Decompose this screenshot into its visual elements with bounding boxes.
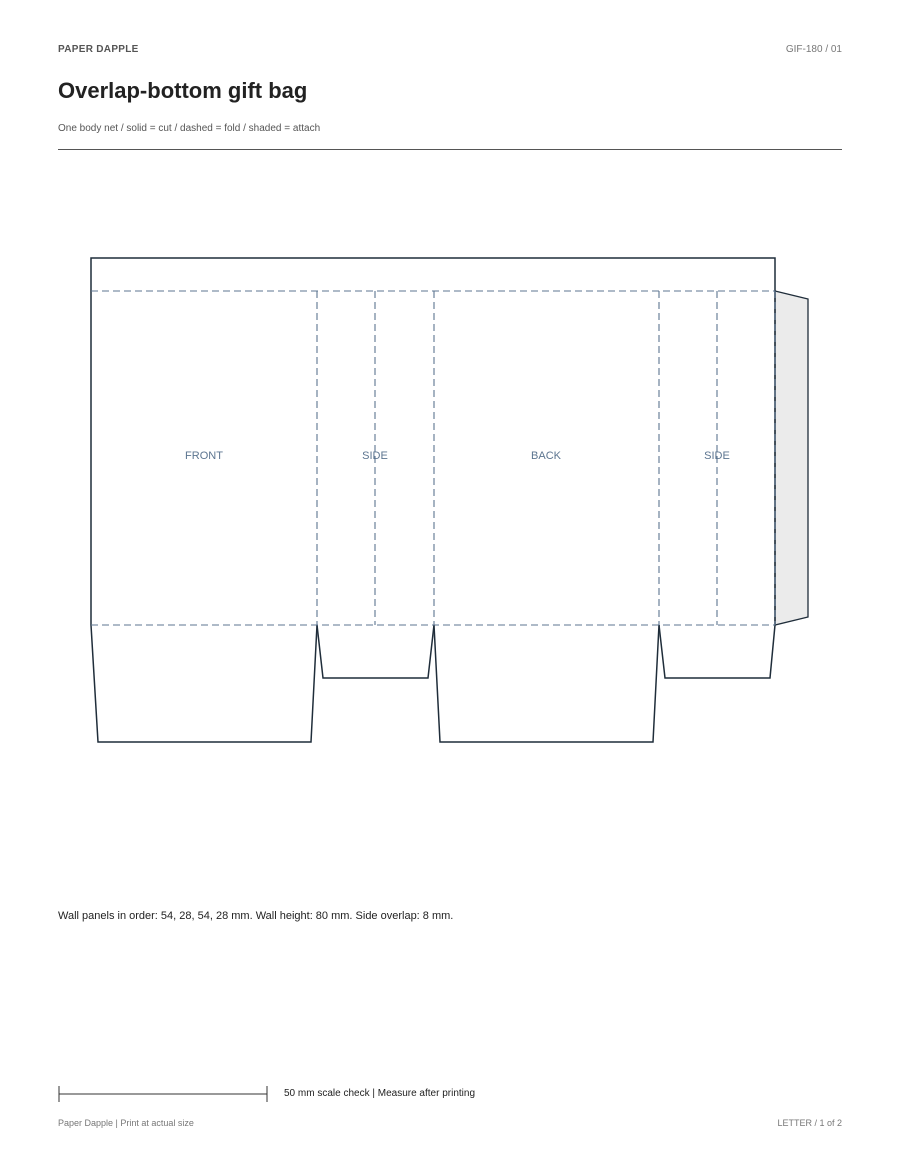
page-title: Overlap-bottom gift bag: [58, 78, 308, 103]
dimensions-note: Wall panels in order: 54, 28, 54, 28 mm. Wall height: 80 mm. Side overlap: 8 mm.: [58, 910, 454, 922]
front-bottom-flap: [91, 625, 317, 742]
attach-flap: [775, 291, 808, 625]
legend-subtitle: One body net / solid = cut / dashed = fold / shaded = attach: [58, 123, 321, 134]
side-bottom-flap-1: [317, 625, 434, 678]
panel-label-side: SIDE: [362, 450, 388, 462]
scale-check-label: 50 mm scale check | Measure after printing: [284, 1088, 476, 1099]
panel-label-back: BACK: [531, 450, 561, 462]
panel-label-front: FRONT: [185, 450, 223, 462]
cut-lines: [91, 258, 775, 742]
document-id: GIF-180 / 01: [785, 44, 842, 55]
scale-bar: [59, 1086, 267, 1102]
panel-label-side: SIDE: [704, 450, 730, 462]
footer-page-number: LETTER / 1 of 2: [777, 1118, 842, 1128]
back-bottom-flap: [434, 625, 659, 742]
footer-print-note: Paper Dapple | Print at actual size: [58, 1118, 194, 1128]
side-bottom-flap-2: [659, 625, 775, 678]
top-cut-outline: [91, 258, 775, 625]
brand-name: PAPER DAPPLE: [58, 44, 139, 55]
